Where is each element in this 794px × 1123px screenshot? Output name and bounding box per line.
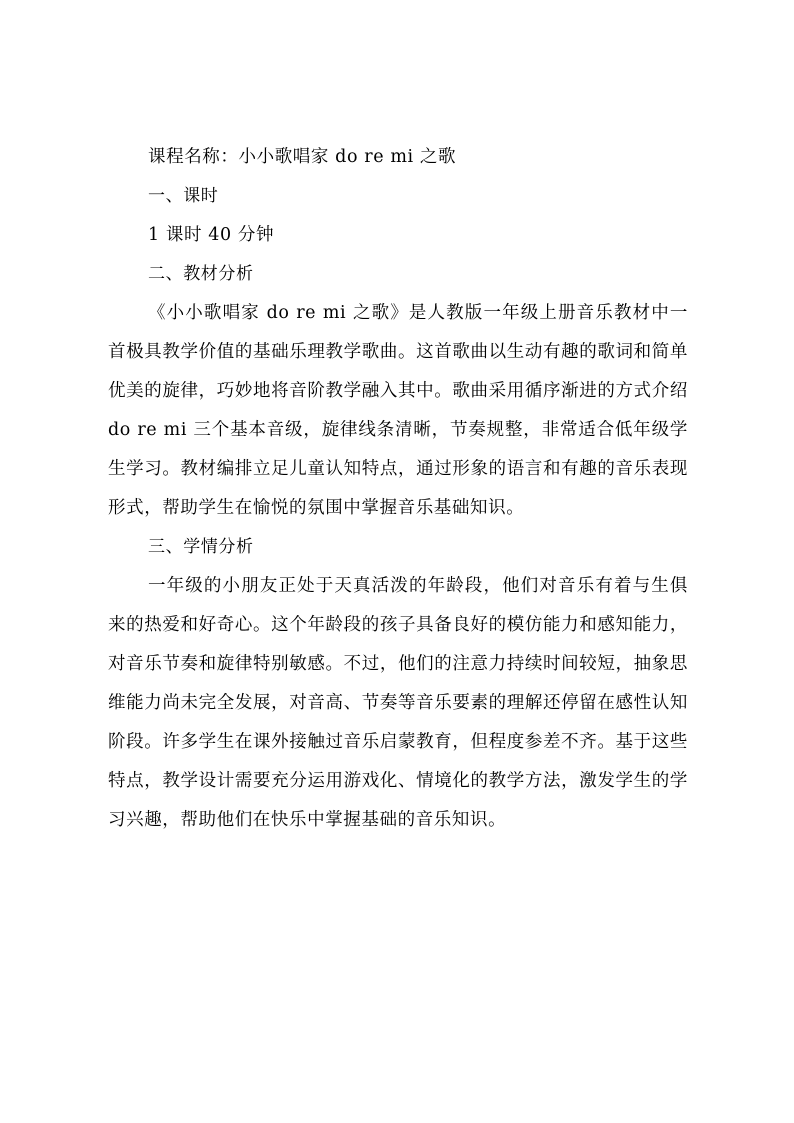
course-title: 课程名称：小小歌唱家 do re mi 之歌 bbox=[148, 147, 457, 167]
document-body bbox=[108, 138, 688, 840]
textbook-analysis-paragraph: 《小小歌唱家 do re mi 之歌》是人教版一年级上册音乐教材中一首极具教学价值的基础乐理教学歌曲。这首歌曲以生动有趣的歌词和简单优美的旋律，巧妙地将音阶教学融入其中。歌曲采用循序渐进的方式介绍 do re mi 三个基本音级，旋律线条清晰，节奏规整，非常适合低年级学生学习。教材编排立足儿童认知特点，通过形象的语言和有趣的音乐表现形式，帮助学生在愉悦的氛围中掌握音乐基础知识。 bbox=[108, 303, 688, 518]
class-hours-text: 1 课时 40 分钟 bbox=[148, 225, 275, 245]
section-heading-class-hours: 一、课时 bbox=[148, 186, 219, 206]
student-analysis-paragraph: 一年级的小朋友正处于天真活泼的年龄段，他们对音乐有着与生俱来的热爱和好奇心。这个年龄段的孩子具备良好的模仿能力和感知能力，对音乐节奏和旋律特别敏感。不过，他们的注意力持续时间较短，抽象思维能力尚未完全发展，对音高、节奏等音乐要素的理解还停留在感性认知阶段。许多学生在课外接触过音乐启蒙教育，但程度参差不齐。基于这些特点，教学设计需要充分运用游戏化、情境化的教学方法，激发学生的学习兴趣，帮助他们在快乐中掌握基础的音乐知识。 bbox=[108, 576, 688, 830]
section-heading-textbook-analysis: 二、教材分析 bbox=[148, 264, 254, 284]
section-heading-student-analysis: 三、学情分析 bbox=[148, 537, 254, 557]
